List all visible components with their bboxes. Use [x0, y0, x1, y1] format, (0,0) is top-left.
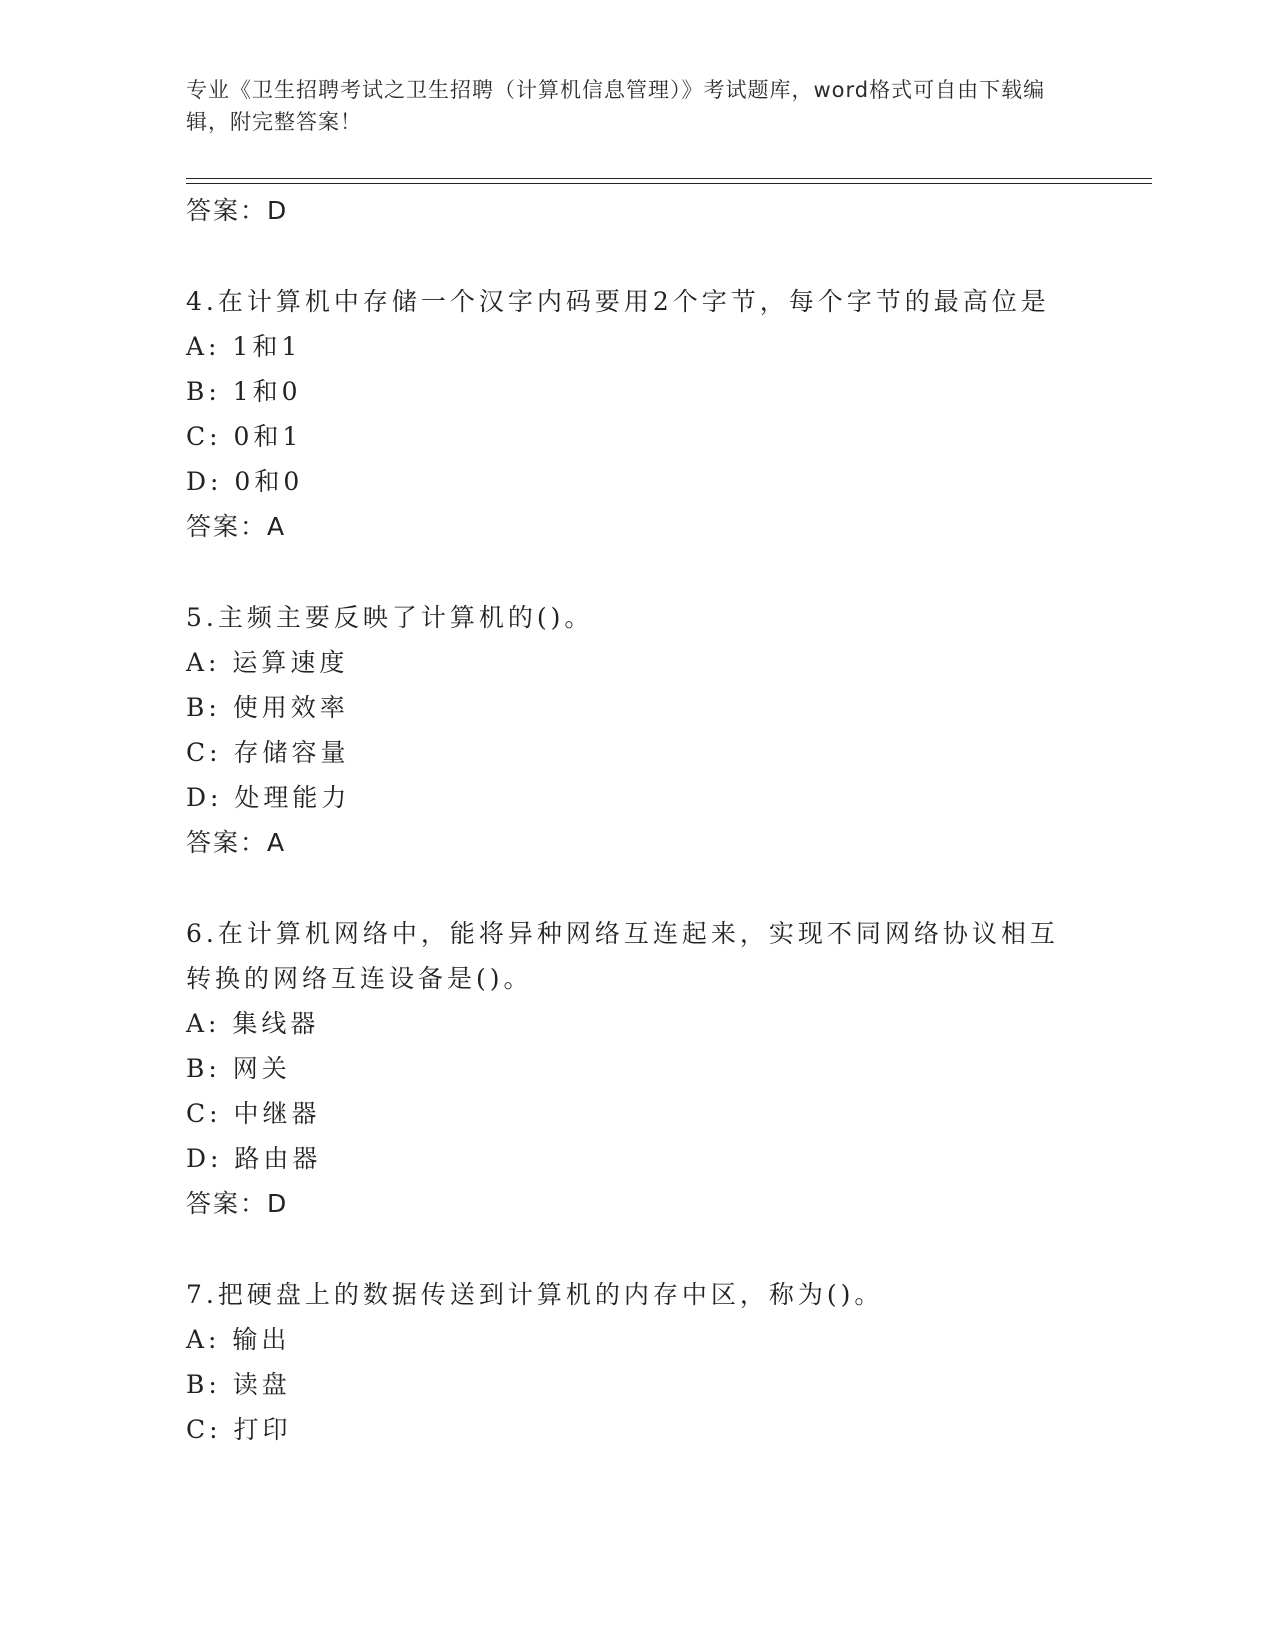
option-b: B: 使用效率: [186, 693, 349, 722]
option-a: A: 1和1: [186, 332, 302, 361]
spacer: [186, 549, 1066, 595]
option-c: C: 存储容量: [186, 738, 350, 767]
spacer: [186, 865, 1066, 911]
option-b: B: 网关: [186, 1054, 291, 1083]
header-divider-bottom: [186, 183, 1152, 184]
option-c: C: 0和1: [186, 422, 303, 451]
option-a: A: 集线器: [186, 1009, 320, 1038]
option-d: D: 0和0: [186, 467, 304, 496]
question-answer: 答案：D: [186, 1189, 289, 1218]
option-c: C: 中继器: [186, 1099, 321, 1128]
option-a: A: 输出: [186, 1325, 291, 1354]
question-stem: 7.把硬盘上的数据传送到计算机的内存中区，称为()。: [186, 1280, 884, 1309]
option-b: B: 读盘: [186, 1370, 291, 1399]
question-stem: 6.在计算机网络中，能将异种网络互连起来，实现不同网络协议相互转换的网络互连设备是()。: [186, 919, 1059, 993]
question-stem: 5.主频主要反映了计算机的()。: [186, 603, 594, 632]
previous-answer: 答案：D: [186, 196, 289, 225]
document-header: 专业《卫生招聘考试之卫生招聘（计算机信息管理）》考试题库，word格式可自由下载编辑，附完整答案！: [186, 78, 1046, 134]
option-b: B: 1和0: [186, 377, 302, 406]
option-d: D: 路由器: [186, 1144, 322, 1173]
option-c: C: 打印: [186, 1415, 292, 1444]
question-answer: 答案：A: [186, 512, 287, 541]
spacer: [186, 233, 1066, 279]
option-d: D: 处理能力: [186, 783, 351, 812]
spacer: [186, 1226, 1066, 1272]
question-stem: 4.在计算机中存储一个汉字内码要用2个字节，每个字节的最高位是: [186, 287, 1050, 316]
question-list: [186, 188, 1066, 1452]
option-a: A: 运算速度: [186, 648, 349, 677]
question-answer: 答案：A: [186, 828, 287, 857]
header-divider-top: [186, 178, 1152, 179]
